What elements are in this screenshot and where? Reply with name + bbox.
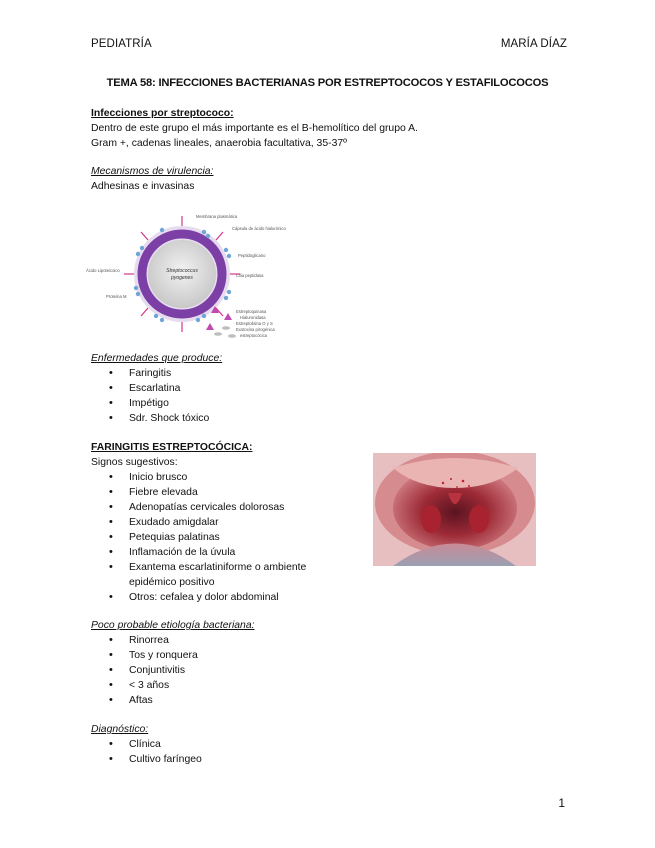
list-item: • Impétigo [91,396,222,411]
header-right: MARÍA DÍAZ [500,38,567,50]
label-estreptolisina: Estreptolisina O y S [236,321,273,326]
list-item: • Escarlatina [91,381,222,396]
label-peptidoglicano: Peptidoglicano [238,253,266,258]
list-item: • Exudado amigdalar [91,515,306,530]
strep-section [91,106,418,151]
page-number: 1 [558,796,565,810]
list-item: • Aftas [91,693,254,708]
list-item: • Clínica [91,737,202,752]
label-capsula: Cápsula de ácido hialurónico [232,226,286,231]
diseases-section [91,351,222,426]
label-cilia: Cilia peptidasa [236,273,264,278]
list-item-continuation [91,575,306,590]
strep-line-2: Gram +, cadenas lineales, anaerobia facultativa, 35-37º [91,138,347,149]
strep-line-1: Dentro de este grupo el más importante es el B-hemolítico del grupo A. [91,123,418,134]
diseases-list [91,366,222,426]
signs-label: Signos sugestivos: [91,457,178,468]
pharyngitis-heading: FARINGITIS ESTREPTOCÓCICA: [91,442,253,453]
list-item: • Faringitis [91,366,222,381]
diagram-center-line-2: pyogenes [171,275,193,281]
list-item: • Inflamación de la úvula [91,545,306,560]
continuation-text: epidémico positivo [129,577,215,588]
signs-list [91,470,306,605]
list-item: • Rinorrea [91,633,254,648]
header-left: PEDIATRÍA [91,38,152,50]
label-exotoxina-2: estreptocócica [240,333,267,338]
label-acido: Ácido Lipoteicoico [86,268,120,273]
strep-heading: Infecciones por streptococo: [91,108,234,119]
throat-photo [373,453,536,566]
list-item: • Adenopatías cervicales dolorosas [91,500,306,515]
label-estreptoquinasa: Estreptoquinasa [236,309,267,314]
list-item: • Conjuntivitis [91,663,254,678]
unlikely-section [91,618,254,708]
diagnosis-list [91,737,202,767]
virulence-text: Adhesinas e invasinas [91,181,195,192]
list-item: • Petequias palatinas [91,530,306,545]
diagram-center-line-1: Streptococcus [166,268,198,274]
label-membrana: Membrana plasmática [196,214,238,219]
list-item: • < 3 años [91,678,254,693]
list-item: • Otros: cefalea y dolor abdominal [91,590,306,605]
virulence-heading: Mecanismos de virulencia: [91,166,214,177]
diseases-heading: Enfermedades que produce: [91,353,223,364]
diagnosis-heading: Diagnóstico: [91,724,149,735]
diagnosis-section [91,722,202,767]
virulence-section [91,164,213,194]
document-title: TEMA 58: INFECCIONES BACTERIANAS POR ESTREPTOCOCOS Y ESTAFILOCOCOS [106,77,549,89]
list-item: • Exantema escarlatiniforme o ambiente [91,560,306,575]
list-item: • Tos y ronquera [91,648,254,663]
pharyngitis-section [91,440,306,605]
label-hialuronidasa: Hialuronidasa [240,315,266,320]
label-proteina: Proteína M [106,294,127,299]
unlikely-heading: Poco probable etiología bacteriana: [91,620,255,631]
streptococcus-diagram [86,212,326,344]
unlikely-list [91,633,254,708]
label-exotoxina-1: Exotoxina pirogénica [236,327,275,332]
list-item: • Cultivo faríngeo [91,752,202,767]
list-item: • Fiebre elevada [91,485,306,500]
list-item: • Inicio brusco [91,470,306,485]
list-item: • Sdr. Shock tóxico [91,411,222,426]
